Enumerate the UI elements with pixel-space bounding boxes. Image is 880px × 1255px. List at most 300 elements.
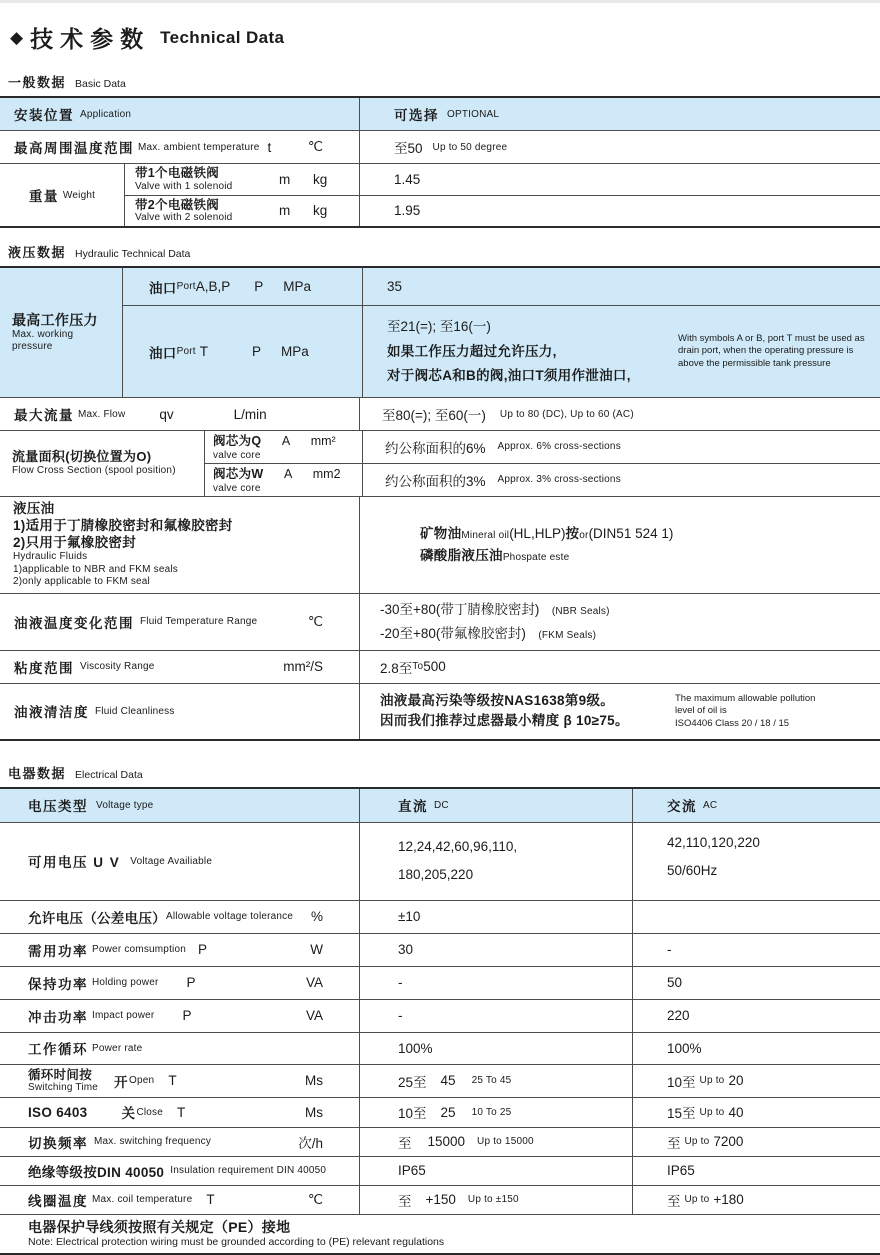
weight-subrow-2 — [125, 196, 880, 227]
insulation-label-en: Insulation requirement DIN 40050 — [170, 1165, 327, 1177]
coil-dc-v2: +150 — [425, 1192, 456, 1208]
weight-subrow-1 — [125, 164, 880, 196]
cleanliness-note-3: ISO4406 Class 20 / 18 / 15 — [675, 717, 790, 729]
freq-label-cell — [0, 1128, 360, 1156]
fluids-en3: 2)only applicable to FKM seal — [13, 576, 150, 588]
freq-dc-v2: 15000 — [427, 1134, 466, 1150]
weight-symbol: m — [279, 171, 291, 187]
fluids-zh3: 2)只用于氟橡胶密封 — [13, 534, 137, 550]
fluids-value-line1 — [420, 523, 880, 545]
row-switching-time-close — [0, 1098, 880, 1128]
fluidtemp-value-cell — [360, 594, 880, 650]
freq-dc-en: Up to 15000 — [477, 1136, 534, 1148]
weight-label-zh: 重量 — [28, 189, 59, 204]
tolerance-dc-cell — [360, 901, 633, 933]
close-dc-v1: 10至 — [398, 1106, 427, 1122]
weight1-name — [135, 166, 279, 192]
holding-label-zh: 保持功率 — [28, 976, 88, 992]
open-label-en: Switching Time — [28, 1082, 99, 1094]
voltage-dc-cell — [360, 823, 633, 900]
weight2-value-cell — [360, 196, 880, 227]
maxflow-label-en: Max. Flow — [78, 408, 126, 420]
row-fluid-temperature — [0, 594, 880, 651]
weight-unit: kg — [313, 171, 328, 187]
weight-unit-2: kg — [313, 203, 328, 219]
fluidtemp-label-en: Fluid Temperature Range — [140, 616, 258, 628]
open-label-group — [28, 1068, 98, 1094]
tolerance-unit: % — [310, 909, 323, 925]
fluids-v2-zh: 磷酸脂液压油 — [420, 547, 503, 563]
voltage-ac-line1: 42,110,120,220 — [667, 834, 760, 850]
ambient-unit: ℃ — [307, 139, 323, 154]
row-power-rate — [0, 1033, 880, 1065]
ambient-value-cell — [360, 131, 880, 163]
close-label-zh: ISO 6403 — [28, 1104, 88, 1120]
weight2-label-cell — [125, 196, 360, 227]
row-voltage-type-header — [0, 789, 880, 823]
fluids-en2: 1)applicable to NBR and FKM seals — [13, 563, 179, 575]
fluidtemp-label-cell — [0, 594, 360, 650]
cross-q-value: 约公称面积的6% — [385, 440, 486, 456]
ambient-label-en: Max. ambient temperature — [138, 141, 260, 153]
cleanliness-label-en: Fluid Cleanliness — [95, 705, 175, 717]
ambient-value-en: Up to 50 degree — [432, 141, 508, 153]
close-ac-cell — [633, 1098, 880, 1127]
maxflow-unit: L/min — [233, 406, 267, 422]
rate-ac-value: 100% — [667, 1040, 702, 1056]
cleanliness-note-1: The maximum allowable pollution — [675, 692, 816, 704]
impact-dc-cell — [360, 1000, 633, 1032]
open-ac-v3: 20 — [728, 1073, 744, 1089]
holding-label-cell — [0, 967, 360, 999]
viscosity-label-en: Viscosity Range — [80, 661, 155, 673]
close-key-en: Close — [136, 1106, 164, 1118]
row-insulation — [0, 1157, 880, 1186]
rate-label-en: Power rate — [92, 1042, 143, 1054]
fluids-v1-or: or — [579, 530, 589, 542]
holding-dc-value: - — [398, 975, 403, 991]
coil-label-cell — [0, 1186, 360, 1214]
coil-ac-v1: 至 — [667, 1193, 681, 1209]
fluidtemp-value-1 — [380, 600, 880, 619]
impact-dc-value: - — [398, 1008, 403, 1024]
open-symbol: T — [168, 1073, 177, 1089]
close-ac-v1: 15至 — [667, 1106, 696, 1122]
viscosity-value-cell — [360, 651, 880, 683]
fluids-v1-en: Mineral oil — [461, 530, 510, 542]
cleanliness-side-note — [675, 693, 880, 730]
pressure-port-abp-row — [123, 268, 880, 306]
fluidtemp-unit: ℃ — [307, 613, 323, 629]
coil-ac-v2: Up to — [684, 1194, 710, 1206]
cleanliness-line1: 油液最高污染等级按NAS1638第9级。 — [380, 693, 615, 709]
row-hydraulic-fluids — [0, 497, 880, 594]
weight1-name-zh: 带1个电磁铁阀 — [135, 166, 220, 181]
pressure-label-zh: 最高工作压力 — [12, 312, 98, 329]
tolerance-label-en: Allowable voltage tolerance — [166, 911, 294, 923]
freq-dc-cell — [360, 1128, 633, 1156]
voltage-label-cell — [0, 823, 360, 900]
dc-header-cell — [360, 789, 633, 822]
rate-label-zh: 工作循环 — [28, 1042, 88, 1058]
freq-ac-v3: 7200 — [713, 1134, 744, 1150]
section-basic-zh: 一般数据 — [8, 75, 67, 90]
fluids-v1-din: (DIN51 524 1) — [588, 526, 674, 542]
fluids-zh1: 液压油 — [13, 500, 55, 516]
row-impact-power — [0, 1000, 880, 1033]
port-t-unit: MPa — [281, 344, 309, 359]
ac-header-en: AC — [703, 799, 718, 811]
cross-q-symbol: A — [281, 434, 291, 448]
port-t-ports: T — [199, 344, 208, 359]
cross-label-cell — [0, 431, 205, 496]
weight1-name-en: Valve with 1 solenoid — [135, 180, 233, 192]
row-power-consumption — [0, 934, 880, 967]
weight2-name-zh: 带2个电磁铁阀 — [135, 197, 220, 212]
cross-label-zh: 流量面积(切换位置为O) — [12, 449, 152, 465]
fluids-zh2: 1)适用于丁腈橡胶密封和氟橡胶密封 — [13, 517, 233, 533]
section-electrical-data — [8, 763, 880, 782]
insulation-ac-cell — [633, 1157, 880, 1185]
consumption-ac-cell — [633, 934, 880, 966]
application-label-zh: 安装位置 — [14, 108, 74, 123]
pressure-port-t-row — [123, 306, 880, 397]
cross-w-row — [205, 464, 880, 496]
open-key-zh: 开 — [114, 1074, 130, 1090]
ambient-value: 至50 — [394, 141, 423, 156]
impact-symbol: P — [182, 1008, 192, 1024]
insulation-label-cell — [0, 1157, 360, 1185]
holding-unit: VA — [305, 975, 323, 991]
maxflow-value-en: Up to 80 (DC), Up to 60 (AC) — [499, 408, 634, 420]
ac-header-zh: 交流 — [667, 799, 697, 815]
close-dc-en: 10 To 25 — [471, 1106, 512, 1118]
port-abp-zh: 油口 — [149, 280, 177, 296]
port-t-value-line1: 至21(=); 至16(一) — [387, 319, 491, 335]
freq-unit: 次/h — [298, 1135, 323, 1151]
application-label-en: Application — [80, 108, 132, 120]
cross-w-unit: mm2 — [312, 466, 341, 481]
weight-symbol-2: m — [279, 203, 291, 219]
cleanliness-value-lines — [380, 691, 675, 732]
page-title-zh: 技术参数 — [30, 26, 151, 52]
rate-ac-cell — [633, 1033, 880, 1064]
cross-q-line1 — [213, 432, 336, 450]
page-title — [0, 13, 880, 54]
cross-label-en: Flow Cross Section (spool position) — [12, 465, 176, 477]
port-t-en: Port — [176, 346, 196, 357]
cross-q-name — [213, 432, 336, 462]
coil-ac-cell — [633, 1186, 880, 1214]
consumption-label-en: Power comsumption — [92, 944, 186, 956]
row-grounding-note — [0, 1215, 880, 1253]
coil-symbol: T — [206, 1192, 215, 1208]
row-max-working-pressure — [0, 268, 880, 398]
cross-w-cell — [205, 464, 363, 496]
weight2-name — [135, 198, 279, 224]
fluids-value-cell — [360, 497, 880, 593]
coil-unit: ℃ — [307, 1191, 323, 1207]
open-dc-en: 25 To 45 — [471, 1075, 512, 1087]
cross-q-cell — [205, 431, 363, 463]
tolerance-ac-cell — [633, 901, 880, 933]
voltage-dc-line1: 12,24,42,60,96,110, — [398, 839, 518, 855]
insulation-ac-value: IP65 — [667, 1163, 695, 1179]
cleanliness-note-2: level of oil is — [675, 705, 727, 717]
impact-label-en: Impact power — [92, 1010, 155, 1022]
cross-w-symbol: A — [283, 466, 293, 481]
consumption-dc-cell — [360, 934, 633, 966]
section-hydraulic-zh: 液压数据 — [8, 245, 67, 260]
impact-ac-cell — [633, 1000, 880, 1032]
holding-ac-value: 50 — [667, 975, 683, 991]
open-ac-v2: Up to — [699, 1075, 725, 1087]
rate-label-cell — [0, 1033, 360, 1064]
open-unit: Ms — [305, 1073, 323, 1089]
cross-q-en: valve core — [213, 450, 261, 462]
cleanliness-label-cell — [0, 684, 360, 739]
close-label-cell — [0, 1098, 360, 1127]
viscosity-label-zh: 粘度范围 — [14, 660, 74, 676]
maxflow-value-cell — [360, 398, 880, 430]
close-symbol: T — [177, 1104, 186, 1120]
voltage-type-en: Voltage type — [96, 799, 154, 811]
voltage-ac-line2: 50/60Hz — [667, 863, 718, 879]
application-value-en: OPTIONAL — [447, 108, 500, 120]
cross-w-name — [213, 465, 341, 495]
cross-q-value-cell — [363, 431, 880, 463]
impact-label-zh: 冲击功率 — [28, 1009, 88, 1025]
insulation-dc-cell — [360, 1157, 633, 1185]
insulation-label-zh: 绝缘等级按DIN 40050 — [28, 1164, 165, 1180]
port-abp-unit: MPa — [283, 279, 312, 294]
maxflow-label-cell — [0, 398, 360, 430]
viscosity-unit: mm²/S — [283, 659, 323, 675]
row-voltage-available — [0, 823, 880, 901]
cross-w-value: 约公称面积的3% — [385, 473, 486, 489]
rate-dc-cell — [360, 1033, 633, 1064]
section-electrical-zh: 电器数据 — [8, 765, 67, 781]
tolerance-dc-value: ±10 — [398, 909, 421, 925]
port-abp-ports: A,B,P — [195, 279, 231, 294]
impact-ac-value: 220 — [667, 1008, 690, 1024]
maxflow-value: 至80(=); 至60(一) — [382, 408, 486, 423]
holding-dc-cell — [360, 967, 633, 999]
pressure-subrows — [123, 268, 880, 397]
cross-q-row — [205, 431, 880, 464]
port-abp-value: 35 — [387, 279, 403, 294]
fluidtemp-v2-note: (FKM Seals) — [538, 630, 597, 642]
coil-dc-v1: 至 — [398, 1193, 412, 1209]
fluidtemp-v1-note: (NBR Seals) — [551, 606, 610, 618]
open-ac-v1: 10至 — [667, 1074, 696, 1090]
application-value-zh: 可选择 — [394, 108, 439, 123]
grounding-note-cell — [0, 1215, 444, 1253]
row-viscosity — [0, 651, 880, 684]
electrical-data-table — [0, 787, 880, 1255]
tolerance-label-cell — [0, 901, 360, 933]
port-t-value-cell — [363, 306, 880, 397]
insulation-dc-value: IP65 — [398, 1163, 426, 1179]
ambient-label-cell — [0, 131, 360, 163]
tolerance-label-zh: 允许电压（公差电压） — [28, 910, 166, 926]
fluids-v1-per: 按 — [565, 526, 580, 542]
holding-label-en: Holding power — [92, 977, 159, 989]
cleanliness-value-cell — [360, 684, 880, 739]
cross-w-line1 — [213, 465, 341, 483]
port-abp-symbol: P — [254, 279, 264, 294]
viscosity-v2: To — [412, 661, 424, 673]
pressure-label-en2: pressure — [12, 340, 53, 352]
cross-w-en: valve core — [213, 483, 261, 495]
port-abp-cell — [123, 268, 363, 305]
cross-q-value-en: Approx. 6% cross-sections — [497, 441, 621, 453]
row-weight — [0, 164, 880, 226]
pressure-label-cell — [0, 268, 123, 397]
open-dc-v1: 25至 — [398, 1074, 427, 1090]
cross-w-value-en: Approx. 3% cross-sections — [497, 474, 621, 486]
weight1-value-cell — [360, 164, 880, 195]
row-voltage-tolerance — [0, 901, 880, 934]
grounding-note-en: Note: Electrical protection wiring must be grounded according to (PE) relevant regulations — [28, 1236, 445, 1249]
grounding-note-zh: 电器保护导线须按照有关规定（PE）接地 — [28, 1218, 291, 1235]
row-application — [0, 98, 880, 131]
cross-q-zh: 阀芯为Q — [213, 434, 262, 448]
viscosity-v3: 500 — [423, 659, 446, 675]
freq-label-zh: 切换频率 — [28, 1135, 88, 1151]
ac-header-cell — [633, 789, 880, 822]
weight2-value: 1.95 — [394, 203, 421, 219]
section-electrical-en: Electrical Data — [75, 768, 143, 781]
fluids-v2-en: Phospate este — [502, 551, 570, 563]
cross-subrows — [205, 431, 880, 496]
dc-header-zh: 直流 — [398, 799, 428, 815]
consumption-label-zh: 需用功率 — [28, 943, 88, 959]
section-hydraulic-en: Hydraulic Technical Data — [75, 248, 191, 260]
close-dc-cell — [360, 1098, 633, 1127]
section-basic-data — [8, 72, 880, 91]
freq-label-en: Max. switching frequency — [94, 1136, 212, 1148]
hydraulic-data-table — [0, 266, 880, 741]
diamond-icon: ◆ — [10, 28, 24, 47]
freq-ac-v1: 至 — [667, 1135, 681, 1151]
port-abp-value-cell — [363, 268, 880, 305]
basic-data-table — [0, 96, 880, 228]
application-value-cell — [360, 98, 880, 130]
rate-dc-value: 100% — [398, 1040, 433, 1056]
voltage-type-zh: 电压类型 — [28, 799, 88, 815]
freq-dc-v1: 至 — [398, 1135, 412, 1151]
viscosity-label-cell — [0, 651, 360, 683]
cross-q-unit: mm² — [310, 434, 336, 448]
coil-dc-cell — [360, 1186, 633, 1214]
consumption-ac-value: - — [667, 942, 672, 958]
fluidtemp-v2: -20至+80(带氟橡胶密封) — [380, 626, 526, 642]
maxflow-label-zh: 最大流量 — [14, 408, 74, 423]
freq-ac-cell — [633, 1128, 880, 1156]
port-t-symbol: P — [252, 344, 262, 359]
consumption-dc-value: 30 — [398, 942, 414, 958]
ambient-symbol: t — [267, 139, 272, 155]
coil-dc-en: Up to ±150 — [467, 1194, 519, 1206]
port-t-value-line2: 如果工作压力超过允许压力, — [387, 343, 557, 359]
fluids-v1-zh: 矿物油 — [420, 526, 462, 542]
close-ac-v2: Up to — [699, 1106, 725, 1118]
holding-symbol: P — [186, 975, 196, 991]
page-title-en: Technical Data — [160, 27, 285, 47]
open-label-cell — [0, 1065, 360, 1097]
viscosity-v1: 2.8至 — [380, 660, 413, 676]
row-coil-temperature — [0, 1186, 880, 1215]
open-ac-cell — [633, 1065, 880, 1097]
row-switching-frequency — [0, 1128, 880, 1157]
port-t-zh: 油口 — [149, 345, 177, 361]
consumption-unit: W — [310, 942, 323, 958]
pressure-label-en1: Max. working — [12, 328, 74, 340]
voltage-label-zh: 可用电压 U V — [28, 855, 121, 871]
port-t-side-note: With symbols A or B, port T must be used as drain port, when the operating pressure is above the permissible tank pressure — [678, 332, 865, 369]
holding-ac-cell — [633, 967, 880, 999]
row-holding-power — [0, 967, 880, 1000]
fluidtemp-v1: -30至+80(带丁腈橡胶密封) — [380, 602, 540, 618]
fluids-v1-grades: (HL,HLP) — [509, 526, 566, 542]
coil-label-zh: 线圈温度 — [28, 1193, 88, 1209]
cleanliness-line2: 因而我们推荐过虑器最小精度 β 10≥75。 — [380, 713, 629, 729]
row-flow-cross-section — [0, 431, 880, 497]
port-abp-en: Port — [176, 281, 196, 292]
fluids-value-line2 — [420, 545, 880, 567]
cross-w-zh: 阀芯为W — [213, 466, 264, 481]
weight-subrows — [125, 164, 880, 226]
cross-w-value-cell — [363, 464, 880, 496]
consumption-label-cell — [0, 934, 360, 966]
fluidtemp-label-zh: 油液温度变化范围 — [14, 615, 134, 631]
close-ac-v3: 40 — [728, 1104, 744, 1120]
dc-header-en: DC — [434, 799, 449, 811]
voltage-dc-line2: 180,205,220 — [398, 867, 474, 883]
section-hydraulic-data — [8, 242, 880, 261]
row-switching-time-open — [0, 1065, 880, 1098]
close-unit: Ms — [305, 1104, 323, 1120]
open-key-en: Open — [129, 1075, 155, 1087]
port-t-cell — [123, 306, 363, 397]
row-fluid-cleanliness — [0, 684, 880, 739]
voltage-label-en: Voltage Availiable — [130, 855, 213, 867]
open-dc-v2: 45 — [440, 1073, 456, 1089]
freq-ac-v2: Up to — [684, 1136, 710, 1148]
weight1-value: 1.45 — [394, 171, 421, 187]
fluids-label-cell — [0, 497, 360, 593]
close-key-zh: 关 — [121, 1106, 137, 1122]
ambient-label-zh: 最高周围温度范围 — [14, 141, 134, 156]
row-max-flow — [0, 398, 880, 431]
weight2-name-en: Valve with 2 solenoid — [135, 212, 233, 224]
application-label-cell — [0, 98, 360, 130]
coil-ac-v3: +180 — [713, 1192, 744, 1208]
impact-unit: VA — [305, 1008, 323, 1024]
port-t-value-line3: 对于阀芯A和B的阀,油口T须用作泄油口, — [387, 368, 631, 384]
close-dc-v2: 25 — [440, 1104, 456, 1120]
coil-label-en: Max. coil temperature — [92, 1194, 193, 1206]
voltage-ac-cell — [633, 823, 880, 900]
fluids-en1: Hydraulic Fluids — [13, 551, 88, 563]
maxflow-symbol: qv — [159, 406, 174, 422]
voltage-type-cell — [0, 789, 360, 822]
weight-label-cell — [0, 164, 125, 226]
weight1-label-cell — [125, 164, 360, 195]
consumption-symbol: P — [198, 942, 208, 958]
section-basic-en: Basic Data — [75, 78, 126, 90]
